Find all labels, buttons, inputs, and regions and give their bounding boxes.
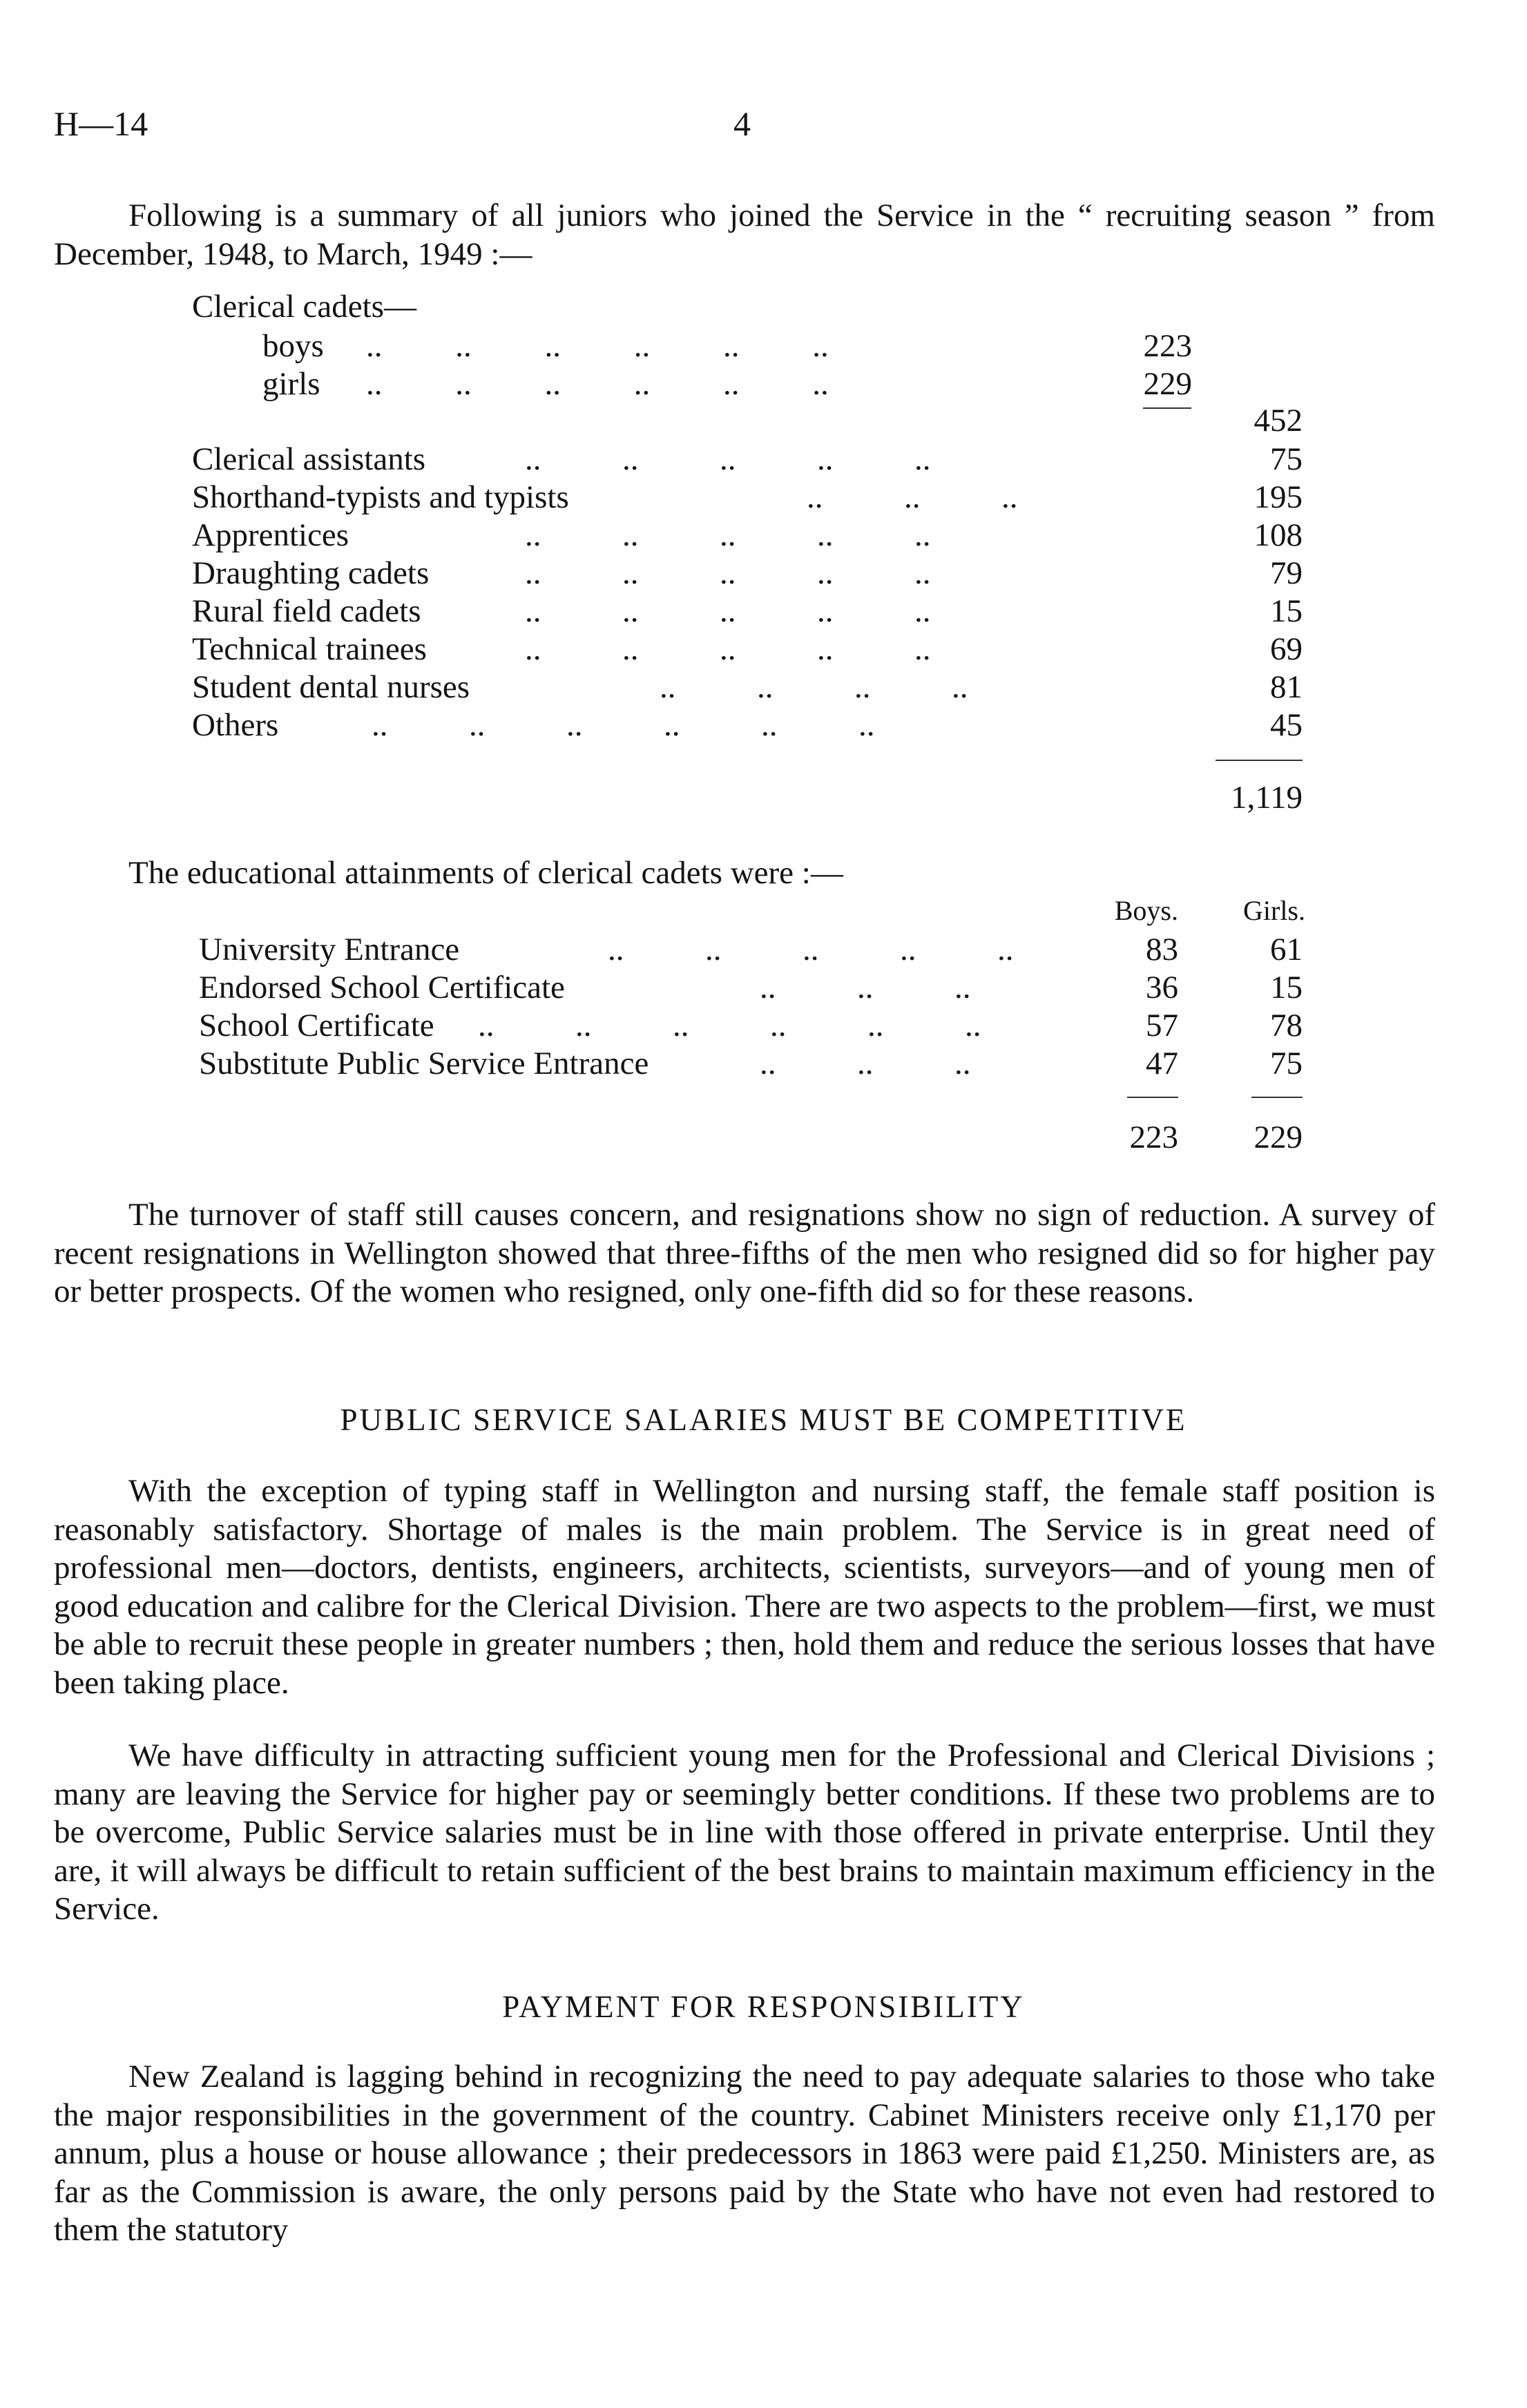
row-value-apprentices: 108 <box>1254 517 1303 553</box>
girls-total-rule <box>1251 1097 1303 1098</box>
leader-dots: .. .. .. .. .. .. <box>478 1008 981 1043</box>
row-value-others: 45 <box>1270 707 1303 743</box>
edu-boys-school-certificate: 57 <box>1146 1008 1178 1043</box>
leader-dots: .. .. .. .. .. <box>525 517 931 553</box>
salaries-paragraph-2: We have difficulty in attracting sufficient young men for the Professional and Clerical Divisions ; many are leaving the Service for higher pay or seemingly better conditions. If these two problems are to be overcome, Public Service salaries must be in line with those offered in private enterprise. Until they are, it will always be difficult to retain sufficient of the best brains to maintain maximum efficiency in the Service. <box>54 1737 1435 1927</box>
leader-dots: .. .. .. <box>760 970 971 1005</box>
leader-dots: .. .. .. <box>807 479 1018 515</box>
row-value-shorthand-typists: 195 <box>1254 479 1303 515</box>
page-number: 4 <box>733 104 751 143</box>
cadets-girls-value: 229 <box>1143 366 1192 402</box>
row-label-draughting-cadets: Draughting cadets <box>192 555 430 591</box>
row-value-clerical-assistants: 75 <box>1270 441 1303 477</box>
edu-label-substitute-public-service-entrance: Substitute Public Service Entrance <box>199 1046 649 1081</box>
summary-intro: Following is a summary of all juniors who joined the Service in the “ recruiting season ” from December, 1948, to March, 1949 :— <box>54 198 1435 272</box>
subtotal-rule <box>1143 407 1191 409</box>
edu-label-school-certificate: School Certificate <box>199 1008 434 1043</box>
edu-girls-endorsed-school-certificate: 15 <box>1270 970 1303 1005</box>
total-rule <box>1216 760 1303 761</box>
salaries-paragraph-1: With the exception of typing staff in Wellington and nursing staff, the female staff position is reasonably satisfactory. Shortage of males is the main problem. The Service is in great need of professional men—doctors, dentists, engineers, architects, scientists, surveyors—and of young men of good education and calibre for the Clerical Division. There are two aspects to the problem—first, we must be able to recruit these people in greater numbers ; then, hold them and reduce the serious losses that have been taking place. <box>54 1473 1435 1701</box>
leader-dots: .. .. .. .. .. .. <box>366 328 829 364</box>
edu-girls-substitute-entrance: 75 <box>1270 1046 1303 1081</box>
cadets-boys-label: boys <box>262 328 324 364</box>
section-heading-responsibility: PAYMENT FOR RESPONSIBILITY <box>502 1990 1025 2024</box>
edu-girls-school-certificate: 78 <box>1270 1008 1303 1043</box>
leader-dots: .. .. .. <box>760 1046 971 1081</box>
row-value-student-dental-nurses: 81 <box>1270 669 1303 705</box>
row-label-clerical-assistants: Clerical assistants <box>192 441 426 477</box>
edu-boys-total: 223 <box>1129 1119 1178 1155</box>
row-label-others: Others <box>192 707 279 743</box>
row-label-student-dental-nurses: Student dental nurses <box>192 669 470 705</box>
education-intro: The educational attainments of clerical cadets were :— <box>128 855 843 891</box>
leader-dots: .. .. .. .. .. <box>525 441 931 477</box>
cadets-total-value: 452 <box>1254 403 1303 439</box>
leader-dots: .. .. .. .. .. <box>525 555 931 591</box>
row-label-shorthand-typists: Shorthand-typists and typists <box>192 479 569 515</box>
cadets-boys-value: 223 <box>1143 328 1192 364</box>
report-code: H—14 <box>54 104 148 143</box>
leader-dots: .. .. .. .. <box>660 669 968 705</box>
edu-boys-substitute-entrance: 47 <box>1146 1046 1178 1081</box>
row-value-rural-field-cadets: 15 <box>1270 593 1303 629</box>
leader-dots: .. .. .. .. .. <box>608 932 1014 967</box>
section-heading-salaries: PUBLIC SERVICE SALARIES MUST BE COMPETITIVE <box>340 1403 1187 1437</box>
leader-dots: .. .. .. .. .. <box>525 631 931 667</box>
leader-dots: .. .. .. .. .. <box>525 593 931 629</box>
responsibility-paragraph: New Zealand is lagging behind in recognizing the need to pay adequate salaries to those who take the major responsibilities in the government of the country. Cabinet Ministers receive only £1,170 per annum, plus a house or house allowance ; their predecessors in 1863 were paid £1,250. Ministers are, as far as the Commission is aware, the only persons paid by the State who have not even had restored to them the statutory <box>54 2059 1435 2248</box>
boys-total-rule <box>1127 1097 1178 1098</box>
leader-dots: .. .. .. .. .. .. <box>366 366 829 402</box>
edu-label-university-entrance: University Entrance <box>199 932 460 967</box>
edu-girls-total: 229 <box>1254 1119 1303 1155</box>
row-value-technical-trainees: 69 <box>1270 631 1303 667</box>
turnover-paragraph: The turnover of staff still causes concern, and resignations show no sign of reduction. A survey of recent resignations in Wellington showed that three-fifths of the men who resigned did so for higher pay or better prospects. Of the women who resigned, only one-fifth did so for these reasons. <box>54 1197 1435 1309</box>
edu-boys-university-entrance: 83 <box>1146 932 1178 967</box>
row-label-apprentices: Apprentices <box>192 517 349 553</box>
column-header-girls: Girls. <box>1243 895 1305 926</box>
recruits-grand-total: 1,119 <box>1230 780 1303 816</box>
edu-label-endorsed-school-certificate: Endorsed School Certificate <box>199 970 565 1005</box>
row-label-technical-trainees: Technical trainees <box>192 631 427 667</box>
clerical-cadets-label: Clerical cadets— <box>192 289 416 325</box>
row-value-draughting-cadets: 79 <box>1270 555 1303 591</box>
edu-girls-university-entrance: 61 <box>1270 932 1303 967</box>
edu-boys-endorsed-school-certificate: 36 <box>1146 970 1178 1005</box>
cadets-girls-label: girls <box>262 366 320 402</box>
column-header-boys: Boys. <box>1114 895 1178 926</box>
row-label-rural-field-cadets: Rural field cadets <box>192 593 421 629</box>
leader-dots: .. .. .. .. .. .. <box>372 707 875 743</box>
